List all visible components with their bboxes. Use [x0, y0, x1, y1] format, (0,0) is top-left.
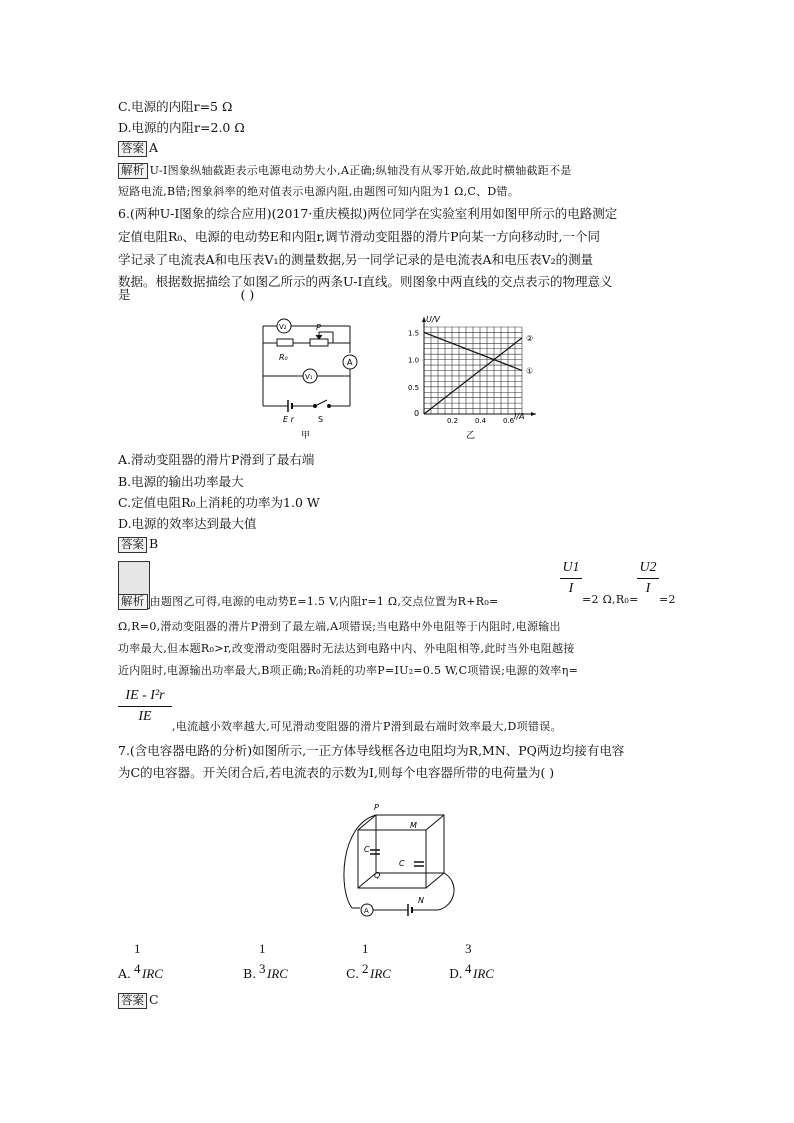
q6-option-b: B.电源的输出功率最大: [118, 474, 244, 489]
q6-line1: 6.(两种U-I图象的综合应用)(2017·重庆模拟)两位同学在实验室利用如图甲所示的电路测定: [118, 206, 618, 221]
cube-label-m: M: [410, 821, 417, 830]
q6-answer-row: [118, 537, 158, 553]
y-tick-label: 1.0: [408, 356, 420, 365]
chart-grid: [424, 327, 522, 414]
chart-origin: 0: [414, 409, 420, 418]
frac1-num: U1: [562, 560, 580, 575]
option-letter: D.: [449, 966, 463, 981]
q6-answer: B: [149, 536, 159, 551]
x-tick-label: 0.4: [475, 417, 487, 425]
option-den: 4: [134, 961, 141, 976]
frac3-num: IE - I²r: [125, 688, 165, 703]
caption-yi: 乙: [466, 431, 476, 441]
option-num: 1: [259, 941, 266, 956]
option-letter: C.: [346, 966, 360, 981]
cube-label-c2: C: [399, 859, 405, 868]
cube-circuit-diagram: [330, 800, 470, 925]
q6-explain-line4: 近内阻时,电源输出功率最大,B项正确;R₀消耗的功率P=IU₂=0.5 W,C项错误;电源的效率η=: [118, 664, 579, 677]
cube-label-a: A: [364, 907, 369, 915]
q5-explain-row: [118, 163, 572, 179]
x-tick-label: 0.6: [503, 417, 515, 425]
frac1-den: I: [568, 581, 574, 596]
answer-tag: 答案: [118, 141, 147, 157]
q6-explain-line2: Ω,R=0,滑动变阻器的滑片P滑到了最左端,A项错误;当电路中外电阻等于内阻时,电源输出: [118, 620, 561, 633]
q6-line3: 学记录了电流表A和电压表V₁的测量数据,另一同学记录的是电流表A和电压表V₂的测量: [118, 252, 594, 267]
option-tail: IRC: [267, 966, 288, 981]
answer-tag: 答案: [118, 993, 147, 1009]
option-den: 2: [362, 961, 369, 976]
option-letter: A.: [118, 966, 132, 981]
frac3-den: IE: [138, 709, 152, 724]
cube-label-c1: C: [364, 845, 370, 854]
chart-ylabel: U/V: [426, 315, 441, 324]
q6-explain-mid: =2 Ω,R₀=: [582, 593, 639, 606]
option-num: 3: [465, 941, 472, 956]
cube-label-p: P: [374, 803, 379, 812]
chart-xlabel: I/A: [514, 412, 525, 421]
q5-explain-line2: 短路电流,B错;图象斜率的绝对值表示电源内阻,由题图可知内阻为1 Ω,C、D错。: [118, 185, 520, 198]
option-den: 3: [259, 961, 266, 976]
label-s: S: [318, 415, 324, 424]
option-c-prev: C.电源的内阻r=5 Ω: [118, 99, 233, 114]
q5-answer-row: [118, 141, 158, 157]
option-d-prev: D.电源的内阻r=2.0 Ω: [118, 120, 245, 135]
label-er: E r: [283, 415, 294, 424]
cube-label-n: N: [418, 896, 424, 905]
fraction-u2-over-i: [637, 560, 659, 597]
q6-option-c: C.定值电阻R₀上消耗的功率为1.0 W: [118, 495, 320, 510]
y-tick-label: 1.5: [408, 329, 420, 338]
q7-answer-row: [118, 993, 159, 1009]
fraction-u1-over-i: [560, 560, 582, 597]
q6-explain-line5: ,电流越小效率越大,可见滑动变阻器的滑片P滑到最右端时效率最大,D项错误。: [172, 720, 562, 733]
q7-line1: 7.(含电容器电路的分析)如图所示,一正方体导线框各边电阻均为R,MN、PQ两边均接有电容: [118, 743, 625, 758]
q6-explain-l1a: 由题图乙可得,电源的电动势E=1.5 V,内阻r=1 Ω,交点位置为R+R₀=: [149, 595, 499, 608]
chart-axes: [422, 317, 536, 416]
q5-explain-line1: U-I图象纵轴截距表示电源电动势大小,A正确;纵轴没有从零开始,故此时横轴截距不是: [149, 164, 572, 177]
option-tail: IRC: [473, 966, 494, 981]
explain-tag: 解析: [118, 594, 148, 610]
label-r0: R₀: [279, 353, 288, 362]
label-v2: V₂: [279, 323, 287, 331]
q6-line5: [118, 289, 254, 302]
option-tail: IRC: [370, 966, 391, 981]
option-den: 4: [465, 961, 472, 976]
q6-option-d: D.电源的效率达到最大值: [118, 516, 257, 531]
q6-explain-line1: [118, 594, 499, 610]
q5-answer: A: [149, 140, 159, 155]
q6-line4: 数据。根据数据描绘了如图乙所示的两条U-I直线。则图象中两直线的交点表示的物理意义: [118, 274, 613, 289]
circuit-diagram-a: [255, 318, 375, 443]
label-p: P: [316, 323, 321, 332]
chart-series: [424, 332, 533, 414]
q7-line2: 为C的电容器。开关闭合后,若电流表的示数为I,则每个电容器所带的电荷量为( ): [118, 765, 555, 780]
q6-line2: 定值电阻R₀、电源的电动势E和内阻r,调节滑动变阻器的滑片P向某一方向移动时,一个同: [118, 229, 601, 244]
series-label: ①: [526, 366, 534, 376]
fraction-efficiency: [118, 688, 172, 725]
x-axis-arrow: [531, 412, 536, 416]
option-letter: B.: [243, 966, 257, 981]
q7-answer: C: [149, 992, 159, 1007]
q6-explain-line3: 功率最大,但本题R₀>r,改变滑动变阻器时无法达到电路中内、外电阻相等,此时当外电阻越接: [118, 642, 575, 655]
option-num: 1: [134, 941, 141, 956]
caption-jia: 甲: [301, 431, 311, 441]
frac2-den: I: [645, 581, 651, 596]
label-v1: V₁: [305, 373, 313, 381]
y-tick-label: 0.5: [408, 383, 420, 392]
label-a: A: [347, 358, 353, 367]
x-tick-label: 0.2: [447, 417, 459, 425]
q6-shi: 是: [118, 287, 131, 302]
frac2-num: U2: [639, 560, 657, 575]
q6-option-a: A.滑动变阻器的滑片P滑到了最右端: [118, 452, 315, 467]
answer-tag: 答案: [118, 537, 147, 553]
option-num: 1: [362, 941, 369, 956]
explain-tag: 解析: [118, 163, 148, 179]
q6-paren: ( ): [240, 287, 255, 302]
option-tail: IRC: [142, 966, 163, 981]
cube-label-q: Q: [374, 871, 381, 880]
series-label: ②: [526, 333, 534, 343]
q6-explain-end: =2: [659, 593, 676, 606]
ui-chart: [398, 312, 544, 447]
